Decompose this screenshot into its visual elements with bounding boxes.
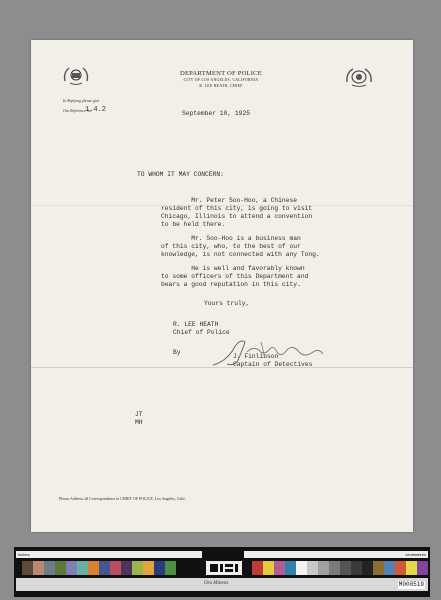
color-swatch (340, 561, 351, 575)
typist-initials-1: JT (135, 411, 143, 418)
paragraph-1: Mr. Peter Soo-Hoo, a Chinese resident of this city, is going to visit Chicago, Illinois to attend a convention to be held there. (161, 197, 313, 228)
letterhead-city: CITY OF LOS ANGELES, CALIFORNIA (183, 78, 259, 82)
centimetres-scale: centimetres (244, 551, 428, 558)
by-label: By (173, 349, 181, 356)
letter-sheet (31, 40, 413, 532)
right-color-swatches (252, 561, 428, 575)
color-swatch (274, 561, 285, 575)
agent-name: J. Finlinson (233, 353, 279, 360)
handwritten-signature (203, 332, 328, 368)
signer-title: Chief of Police (173, 329, 230, 336)
color-swatch (88, 561, 99, 575)
typist-initials-2: MH (135, 419, 143, 426)
color-swatch (66, 561, 77, 575)
color-swatch (252, 561, 263, 575)
color-swatch (329, 561, 340, 575)
color-swatch (318, 561, 329, 575)
color-swatch (165, 561, 176, 575)
reference-number: 1.4.2 (85, 106, 107, 114)
archive-number: M000519 (398, 581, 424, 588)
color-swatch (77, 561, 88, 575)
color-swatch (143, 561, 154, 575)
reference-label: Our Reference No. (63, 109, 93, 113)
color-swatch (307, 561, 318, 575)
city-seal-icon (344, 67, 374, 89)
color-swatch (296, 561, 307, 575)
paragraph-3: He is well and favorably known to some officers of this Department and bears a good reputation in this city. (161, 265, 309, 288)
color-swatch (263, 561, 274, 575)
color-swatch (351, 561, 362, 575)
signer-name: R. LEE HEATH (173, 321, 219, 328)
letterhead-department: DEPARTMENT OF POLICE (179, 70, 262, 77)
police-seal-icon (61, 65, 91, 87)
color-swatch (154, 561, 165, 575)
color-swatch (22, 561, 33, 575)
color-swatch (417, 561, 428, 575)
agent-title: Captain of Detectives (233, 361, 313, 368)
closing: Yours truly, (204, 300, 250, 307)
color-swatch (33, 561, 44, 575)
letter-date: September 10, 1925 (182, 110, 251, 117)
color-swatch (55, 561, 66, 575)
inches-scale: inches (16, 551, 202, 558)
color-swatch (373, 561, 384, 575)
salutation: TO WHOM IT MAY CONCERN: (137, 171, 224, 178)
footer-address: Please Address all Correspondence to CHIEF OF POLICE, Los Angeles, Calif. (59, 496, 186, 501)
color-swatch (44, 561, 55, 575)
paragraph-2: Mr. Soo-Hoo is a business man of this city, who, to the best of our knowledge, is not connected with any Tong. (161, 235, 320, 258)
left-color-swatches (22, 561, 176, 575)
color-bar-brand: Ora Mittens (204, 581, 229, 586)
letterhead-chief: R. LEE HEATH, CHIEF (199, 84, 243, 88)
color-calibration-bar (14, 547, 430, 597)
color-swatch (362, 561, 373, 575)
registration-target (206, 561, 242, 575)
color-swatch (132, 561, 143, 575)
color-swatch (384, 561, 395, 575)
color-swatch (110, 561, 121, 575)
replying-note: In Replying please give (63, 99, 100, 103)
color-swatch (285, 561, 296, 575)
color-swatch (99, 561, 110, 575)
color-swatch (121, 561, 132, 575)
color-swatch (395, 561, 406, 575)
color-swatch (406, 561, 417, 575)
